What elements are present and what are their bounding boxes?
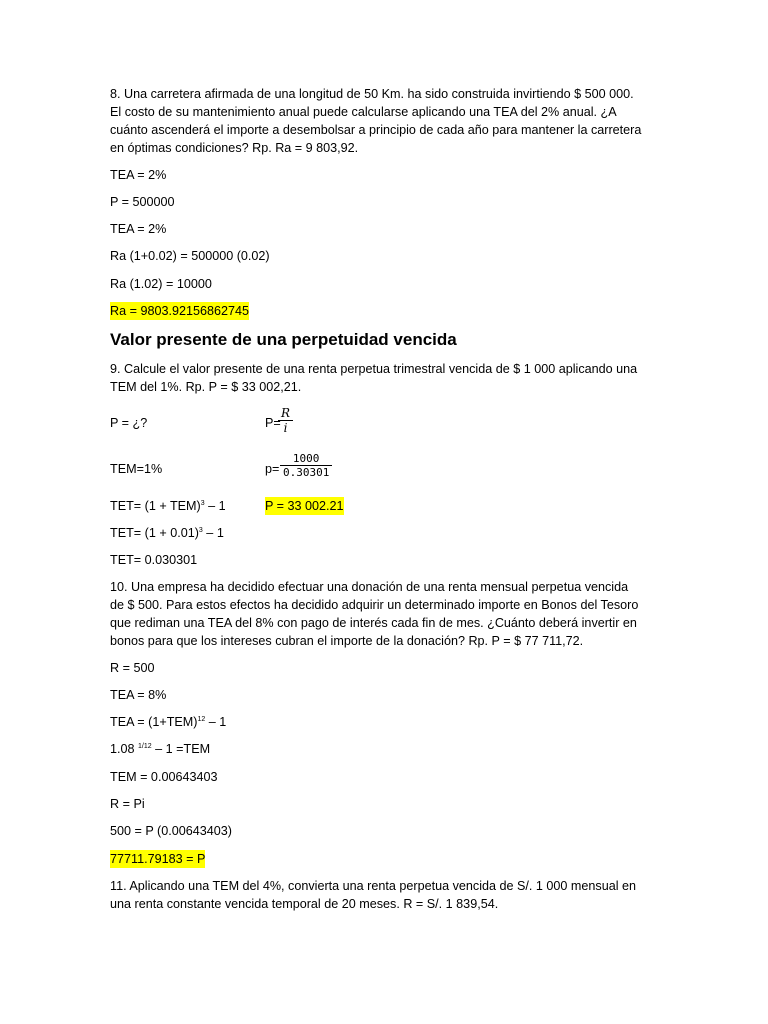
principal-value: P = 500000 xyxy=(110,195,175,209)
text-line: 10. Una empresa ha decidido efectuar una donación de una renta mensual perpetua vencida xyxy=(110,580,629,594)
problem-10-statement xyxy=(110,578,670,650)
formula-numerator: R xyxy=(281,406,291,420)
text-line: 8. Una carretera afirmada de una longitud de 50 Km. ha sido construida invirtiendo $ 500 000. xyxy=(110,87,634,101)
section-heading: Valor presente de una perpetuidad vencida xyxy=(110,330,457,349)
unknown-value: P = ¿? xyxy=(110,416,148,430)
rent-value: R = 500 xyxy=(110,661,155,675)
text-line: una renta constante vencida temporal de 20 meses. R = S/. 1 839,54. xyxy=(110,897,499,911)
highlighted-result: 77711.79183 = P xyxy=(110,852,206,866)
calc-numerator: 1000 xyxy=(292,452,320,465)
text-line: 9. Calcule el valor presente de una renta perpetua trimestral vencida de $ 1 000 aplicando una xyxy=(110,362,638,376)
text-line: bonos para que los intereses cubran el importe de la donación? Rp. P = $ 77 711,72. xyxy=(110,634,584,648)
calc-denominator: 0.30301 xyxy=(280,465,332,479)
tea-value: TEA = 8% xyxy=(110,688,167,702)
tet-equation: $TET= (1 + 0.01)^3 - 1$ xyxy=(110,526,224,540)
text-line: El costo de su mantenimiento anual puede calcularse aplicando una TEA del 2% anual. ¿A xyxy=(110,105,617,119)
tem-value: TEM=1% xyxy=(110,462,163,476)
highlighted-result: P = 33 002.21 xyxy=(265,499,344,513)
tea-value: TEA = 2% xyxy=(110,222,167,236)
equation: R = Pi xyxy=(110,797,145,811)
formula-denominator: i xyxy=(278,420,293,435)
equation: Ra (1.02) = 10000 xyxy=(110,277,212,291)
problem-11-statement xyxy=(110,877,670,913)
text-line: de $ 500. Para estos efectos ha decidido adquirir un determinado importe en Bonos del Tesoro xyxy=(110,598,639,612)
text-line: en óptimas condiciones? Rp. Ra = 9 803,92. xyxy=(110,141,359,155)
text-line: TEM del 1%. Rp. P = $ 33 002,21. xyxy=(110,380,302,394)
formula-fraction xyxy=(278,406,293,435)
calc-fraction xyxy=(280,452,332,479)
tem-value: TEM = 0.00643403 xyxy=(110,770,218,784)
highlighted-result: Ra = 9803.92156862745 xyxy=(110,304,250,318)
equation: 1.08 $^{1/12}$ – 1 =TEM xyxy=(110,742,211,756)
text-line: que rediman una TEA del 8% con pago de interés cada fin de mes. ¿Cuánto deberá invertir en xyxy=(110,616,637,630)
tea-value: TEA = 2% xyxy=(110,168,167,182)
problem-8-statement xyxy=(110,85,670,157)
problem-9-statement xyxy=(110,360,670,396)
equation: 500 = P (0.00643403) xyxy=(110,824,232,838)
text-line: cuánto ascenderá el importe a desembolsar a principio de cada año para mantener la carretera xyxy=(110,123,642,137)
tet-equation: TET= (1 + TEM)$^3$ – 1 xyxy=(110,499,226,513)
equation: TEA = $(1+TEM)^{12} - 1$ xyxy=(110,715,227,729)
tet-value: TET= 0.030301 xyxy=(110,553,198,567)
calc-label: p= xyxy=(265,462,280,476)
equation: Ra (1+0.02) = 500000 (0.02) xyxy=(110,249,270,263)
formula-label: P= xyxy=(265,416,281,430)
text-line: 11. Aplicando una TEM del 4%, convierta una renta perpetua vencida de S/. 1 000 mensual en xyxy=(110,879,637,893)
